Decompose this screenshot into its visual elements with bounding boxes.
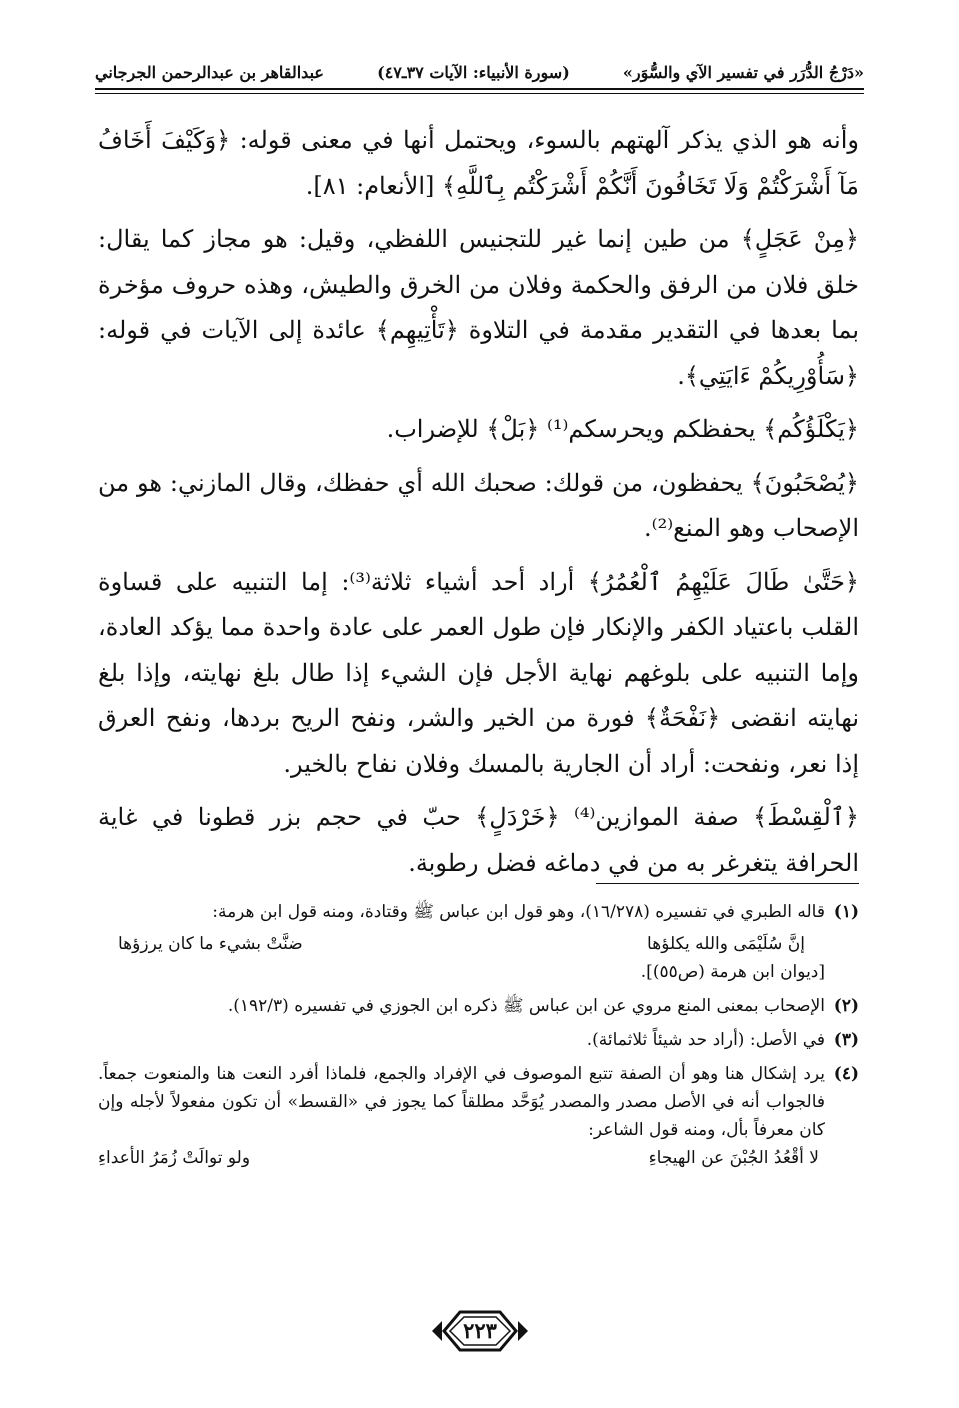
author-name: عبدالقاهر بن عبدالرحمن الجرجاني: [95, 62, 324, 82]
footnote-body: [98, 992, 825, 1020]
surah-range: (سورة الأنبياء: الآيات ٣٧ـ٤٧): [377, 62, 570, 82]
paragraph: وأنه هو الذي يذكر آلهتهم بالسوء، ويحتمل أنها في معنى قوله: ﴿وَكَيْفَ أَخَافُ مَآ أَشْرَكْتُمْ وَلَا تَخَافُونَ أَنَّكُمْ أَشْرَكْتُم بِٱللَّهِ﴾ [الأنعام: ٨١].: [98, 126, 859, 200]
poetry-verse: [98, 926, 825, 958]
footnote: [98, 898, 859, 986]
paragraph: ﴿يُصْحَبُونَ﴾ يحفظون، من قولك: صحبك الله أي حفظك، وقال المازني: هو من الإصحاب وهو المنع⁽²⁾.: [98, 468, 859, 542]
footnote-number: (٣): [833, 1030, 859, 1050]
footnote-body: [98, 1026, 825, 1054]
verse-first-hemistich: لا أقْعُدُ الجُبْنَ عن الهيجاءِ: [648, 1148, 819, 1168]
footnote-body: [98, 898, 825, 986]
footnote-number: (١): [833, 902, 859, 922]
paragraph: ﴿ٱلْقِسْطَ﴾ صفة الموازين⁽⁴⁾ ﴿خَرْدَلٍ﴾ حبّ في حجم بزر قطونا في غاية الحرافة يتغرغر به من في دماغه فضل رطوبة.: [98, 803, 859, 877]
footnote-text: في الأصل: (أراد حد شيئاً ثلاثمائة).: [586, 1030, 825, 1050]
book-title: «دَرْجُ الدُّرَر في تفسير الآي والسُّوَر»: [622, 62, 864, 82]
footnote: [98, 1060, 859, 1172]
paragraph: ﴿حَتَّىٰ طَالَ عَلَيْهِمُ ٱلْعُمُرُ﴾ أراد أحد أشياء ثلاثة⁽³⁾: إما التنبيه على قساوة القلب باعتياد الكفر والإنكار فإن طول العمر على عادة واحدة مما يؤكد العادة، وإما التنبيه على بلوغهم نهاية الأجل فإن الشيء إذا طال بلغ نهايته، وإذا بلغ نهايته انقضى ﴿نَفْحَةٌ﴾ فورة من الخير والشر، ونفح الريح بردها، ونفح العرق إذا نعر، ونفحت: أراد أن الجارية بالمسك وفلان نفاح بالخير.: [98, 567, 859, 778]
verse-second-hemistich: ولو توالَتْ زُمَرُ الأعداءِ: [98, 1148, 251, 1168]
footnote-number: (٢): [833, 996, 859, 1016]
footnote: [98, 992, 859, 1020]
page-number: ٢٢٣: [463, 1318, 497, 1343]
footnote-text: الإصحاب بمعنى المنع مروي عن ابن عباس ﷺ ذكره ابن الجوزي في تفسيره (١٩٢/٣).: [227, 996, 825, 1016]
paragraph: ﴿مِنْ عَجَلٍ﴾ من طين إنما غير للتجنيس اللفظي، وقيل: هو مجاز كما يقال: خلق فلان من الرفق والحكمة وفلان من الخرق والطيش، وهذه حروف مؤخرة بما بعدها في التقدير مقدمة في التلاوة ﴿تَأْتِيهِم﴾ عائدة إلى الآيات في قوله: ﴿سَأُوْرِيكُمْ ءَايَتِي﴾.: [98, 225, 859, 390]
verse-first-hemistich: إنَّ سُلَيْمَى والله يكلؤها: [647, 934, 805, 954]
footnote-separator: [596, 883, 859, 884]
poetry-verse: [98, 1144, 825, 1172]
footnotes: [98, 898, 859, 1178]
footnote-body: [98, 1060, 825, 1172]
footnote-text: قاله الطبري في تفسيره (١٦/٢٧٨)، وهو قول ابن عباس ﷺ وقتادة، ومنه قول ابن هرمة:: [212, 902, 825, 922]
page-number-ornament: [430, 1306, 530, 1356]
footnote-text: يرد إشكال هنا وهو أن الصفة تتبع الموصوف في الإفراد والجمع، فلماذا أفرد النعت هنا والمنعوت جمعاً. فالجواب أنه في الأصل مصدر والمصدر يُوَحَّد مطلقاً كما يجوز في «القسط» أن تكون مفعولاً لأجله وإن كان معرفاً بأل، ومنه قول الشاعر:: [98, 1064, 825, 1140]
paragraph: ﴿يَكْلَؤُكُم﴾ يحفظكم ويحرسكم⁽¹⁾ ﴿بَلْ﴾ للإضراب.: [386, 415, 859, 443]
header-rule: [95, 88, 864, 90]
verse-second-hemistich: ضنَّتْ بشيء ما كان يرزؤها: [118, 934, 303, 954]
footnote: [98, 1026, 859, 1054]
running-header: [95, 55, 864, 89]
footnote-number: (٤): [833, 1064, 859, 1084]
header-rule-thin: [95, 93, 864, 94]
main-text: [98, 118, 859, 886]
footnote-source: [ديوان ابن هرمة (ص٥٥)].: [640, 962, 825, 982]
